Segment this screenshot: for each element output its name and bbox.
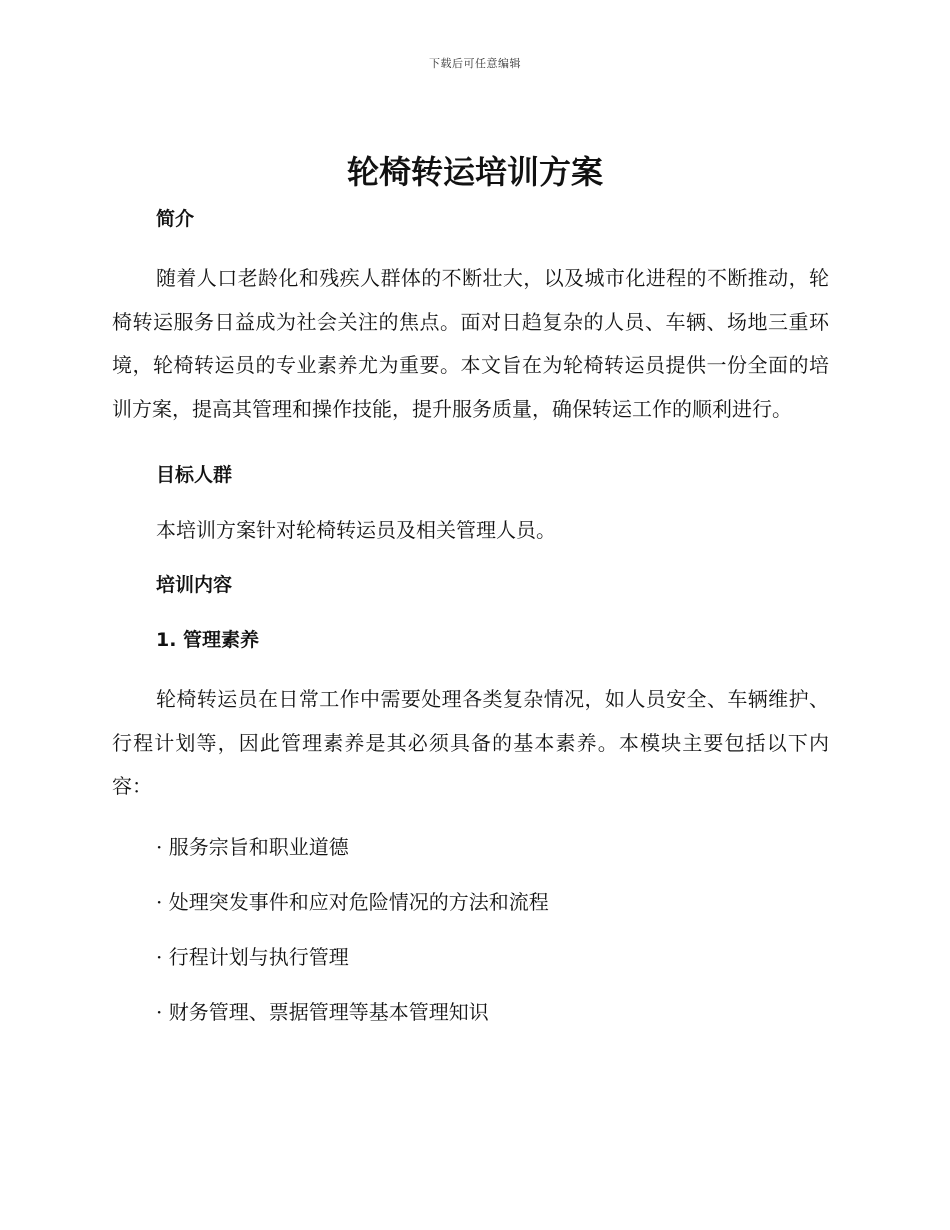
list-item: · 财务管理、票据管理等基本管理知识	[156, 999, 489, 1024]
target-heading: 目标人群	[156, 464, 233, 486]
list-item: · 处理突发事件和应对危险情况的方法和流程	[156, 889, 549, 914]
document-title: 轮椅转运培训方案	[346, 153, 603, 191]
header-note: 下载后可任意编辑	[429, 57, 521, 70]
module1-heading: 1. 管理素养	[156, 629, 260, 651]
intro-heading: 简介	[156, 208, 195, 230]
module1-paragraph: 轮椅转运员在日常工作中需要处理各类复杂情况，如人员安全、车辆维护、行程计划等，因此管理素养是其必须具备的基本素养。本模块主要包括以下内容：	[112, 687, 829, 798]
target-paragraph: 本培训方案针对轮椅转运员及相关管理人员。	[156, 518, 556, 542]
list-item: · 服务宗旨和职业道德	[156, 834, 349, 859]
list-item: · 行程计划与执行管理	[156, 944, 349, 969]
content-heading: 培训内容	[156, 574, 233, 596]
intro-paragraph: 随着人口老龄化和残疾人群体的不断壮大，以及城市化进程的不断推动，轮椅转运服务日益成为社会关注的焦点。面对日趋复杂的人员、车辆、场地三重环境，轮椅转运员的专业素养尤为重要。本文旨在为轮椅转运员提供一份全面的培训方案，提高其管理和操作技能，提升服务质量，确保转运工作的顺利进行。	[112, 266, 829, 421]
document-body	[112, 202, 829, 1029]
